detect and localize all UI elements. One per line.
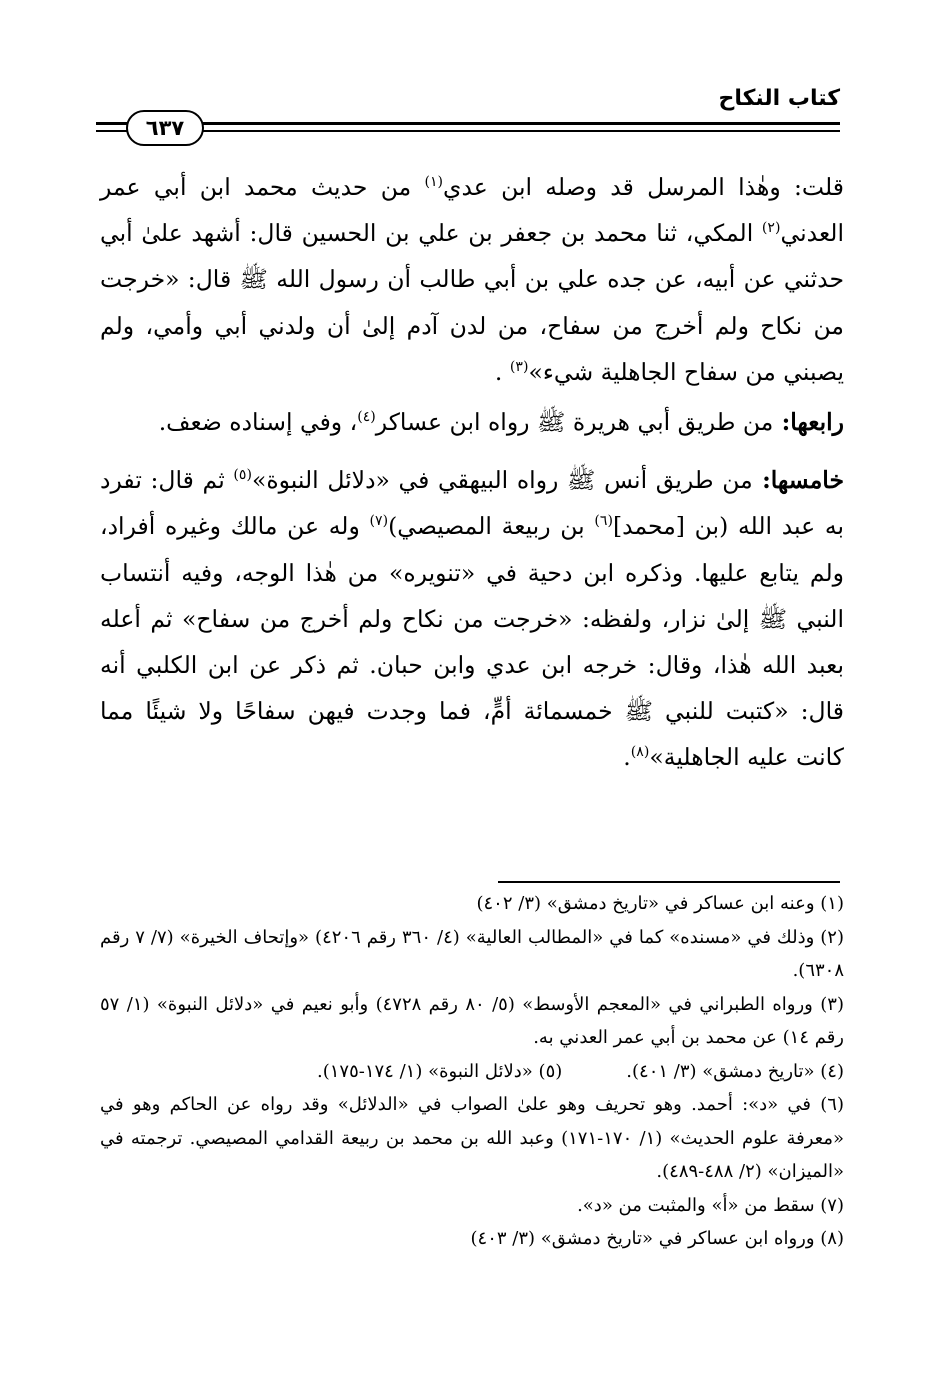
text-run: من طريق أبي هريرة ﷺ رواه ابن عساكر — [375, 408, 774, 437]
text-run: من طريق أنس ﷺ رواه البيهقي في «دلائل النبوة» — [251, 466, 753, 495]
header-rule-thin — [96, 130, 840, 132]
text-run: وله عن مالك وغيره أفراد، ولم يتابع عليها. وذكره ابن دحية في «تنويره» من هٰذا الوجه، وفيه أنتساب النبي ﷺ إلىٰ نزار، ولفظه: «خرجت من نكاح ولم أخرج من سفاح» ثم أعله بعبد الله هٰذا، وقال: خرجه ابن عدي وابن حبان. ثم ذكر عن ابن الكلبي أنه قال: «كتبت للنبي ﷺ خمسمائة أمٍّ، فما وجدت فيهن سفاحًا ولا شيئًا مما كانت عليه الجاهلية» — [100, 512, 844, 772]
running-title: كتاب النكاح — [718, 86, 840, 111]
footnote-5: (٥) «دلائل النبوة» (١/ ١٧٤-١٧٥). — [316, 1060, 563, 1082]
page-number: ٦٣٧ — [126, 110, 204, 146]
paragraph-2 — [100, 399, 844, 445]
text-run: من حديث محمد ابن أبي عمر العدني — [100, 173, 844, 248]
paragraph-3 — [100, 457, 844, 780]
paragraph-lead: رابعها: — [773, 408, 844, 437]
text-run: بن ربيعة المصيصي) — [388, 512, 595, 541]
spacer — [562, 1055, 626, 1089]
footnote-separator — [498, 881, 840, 883]
paragraph-lead: خامسها: — [752, 466, 844, 495]
text-run: . — [494, 357, 510, 386]
footnote-ref[interactable]: (٦) — [594, 513, 613, 530]
footnote-ref[interactable]: (٣) — [509, 358, 529, 375]
page-header — [96, 86, 840, 156]
text-run: المكي، ثنا محمد بن جعفر بن علي بن الحسين قال: أشهد علىٰ أبي حدثني عن أبيه، عن جده علي بن أبي طالب أن رسول الله ﷺ قال: «خرجت من نكاح ولم أخرج من سفاح، من لدن آدم إلىٰ أن ولدني أبي وأمي، ولم يصبني من سفاح الجاهلية شيء» — [100, 219, 844, 386]
footnote-ref[interactable]: (٤) — [357, 409, 376, 426]
text-run: قلت: وهٰذا المرسل قد وصله ابن عدي — [443, 173, 844, 201]
footnotes — [100, 887, 844, 1256]
text-run: ، وفي إسناده ضعف. — [158, 408, 358, 437]
main-text — [100, 164, 844, 781]
paragraph-1 — [100, 164, 844, 395]
text-run: ثم قال: تفرد به عبد الله (بن [محمد] — [100, 466, 844, 541]
footnote-ref[interactable]: (٥) — [233, 467, 252, 484]
footnote-8: (٨) ورواه ابن عساكر في «تاريخ دمشق» (٣/ ٤٠٣) — [470, 1228, 844, 1249]
footnote-ref[interactable]: (١) — [424, 174, 444, 190]
text-run: . — [623, 743, 631, 772]
footnote-1: (١) وعنه ابن عساكر في «تاريخ دمشق» (٣/ ٤٠٢) — [476, 893, 844, 914]
footnote-7: (٧) سقط من «أ» والمثبت من «د». — [577, 1194, 844, 1216]
footnote-2: (٢) وذلك في «مسنده» كما في «المطالب العالية» (٤/ ٣٦٠ رقم ٤٢٠٦) «وإتحاف الخيرة» (٧/ ٧ رقم ٦٣٠٨). — [100, 926, 844, 981]
footnote-ref[interactable]: (٨) — [630, 744, 650, 761]
footnote-row-4-5 — [100, 1055, 844, 1089]
header-rule-thick — [96, 122, 840, 125]
footnote-ref[interactable]: (٢) — [761, 220, 781, 237]
footnote-4: (٤) «تاريخ دمشق» (٣/ ٤٠١). — [626, 1060, 844, 1082]
footnote-ref[interactable]: (٧) — [369, 513, 389, 530]
footnote-3: (٣) ورواه الطبراني في «المعجم الأوسط» (٥/ ٨٠ رقم ٤٧٢٨) وأبو نعيم في «دلائل النبوة» (١/ ٥٧ رقم ١٤) عن محمد بن أبي عمر العدني به. — [100, 993, 844, 1048]
footnote-6: (٦) في «د»: أحمد. وهو تحريف وهو علىٰ الصواب في «الدلائل» وقد رواه عن الحاكم وهو في «معرفة علوم الحديث» (١/ ١٧٠-١٧١) وعبد الله بن محمد بن ربيعة القدامي المصيصي. ترجمته في «الميزان» (٢/ ٤٨٨-٤٨٩). — [100, 1094, 844, 1182]
